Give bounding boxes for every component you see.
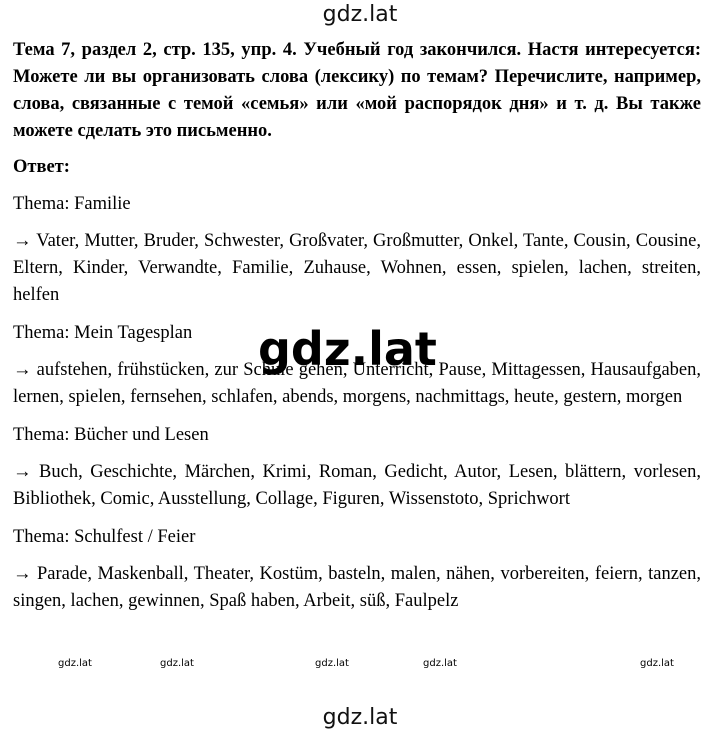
- theme-words-schulfest: → Parade, Maskenball, Theater, Kostüm, basteln, malen, nähen, vorbereiten, feiern, tanzen, singen, lachen, gewinnen, Spaß haben, Arbeit, süß, Faulpelz: [13, 564, 701, 611]
- small-watermark: gdz.lat: [58, 658, 92, 669]
- small-watermark: gdz.lat: [160, 658, 194, 669]
- theme-title-tagesplan: Thema: Mein Tagesplan: [13, 323, 193, 343]
- theme-title-schulfest: Thema: Schulfest / Feier: [13, 527, 196, 547]
- site-footer-watermark: gdz.lat: [322, 705, 398, 730]
- theme-title-buecher: Thema: Bücher und Lesen: [13, 425, 209, 445]
- site-header-watermark: gdz.lat: [322, 2, 398, 27]
- small-watermark: gdz.lat: [423, 658, 457, 669]
- theme-title-familie: Thema: Familie: [13, 194, 131, 214]
- theme-words-tagesplan: → aufstehen, frühstücken, zur Schule gehen, Unterricht, Pause, Mittagessen, Hausaufgaben, lernen, spielen, fernsehen, schlafen, abends, morgens, nachmittags, heute, gestern, morgen: [13, 360, 701, 407]
- center-watermark: gdz.lat: [258, 322, 437, 376]
- task-text: Тема 7, раздел 2, стр. 135, упр. 4. Учебный год закончился. Настя интересуется: Можете ли вы организовать слова (лексику) по темам? Перечислите, например, слова, связанные с темой «семья» или «мой распорядок дня» и т. д. Вы также можете сделать это письменно.: [13, 40, 701, 141]
- answer-label: Ответ:: [13, 157, 70, 177]
- small-watermark: gdz.lat: [640, 658, 674, 669]
- small-watermark: gdz.lat: [315, 658, 349, 669]
- theme-words-familie: → Vater, Mutter, Bruder, Schwester, Großvater, Großmutter, Onkel, Tante, Cousin, Cousine, Eltern, Kinder, Verwandte, Familie, Zuhause, Wohnen, essen, spielen, lachen, streiten, helfen: [13, 231, 701, 305]
- theme-words-buecher: → Buch, Geschichte, Märchen, Krimi, Roman, Gedicht, Autor, Lesen, blättern, vorlesen, Bibliothek, Comic, Ausstellung, Collage, Figuren, Wissenstoto, Sprichwort: [13, 462, 701, 509]
